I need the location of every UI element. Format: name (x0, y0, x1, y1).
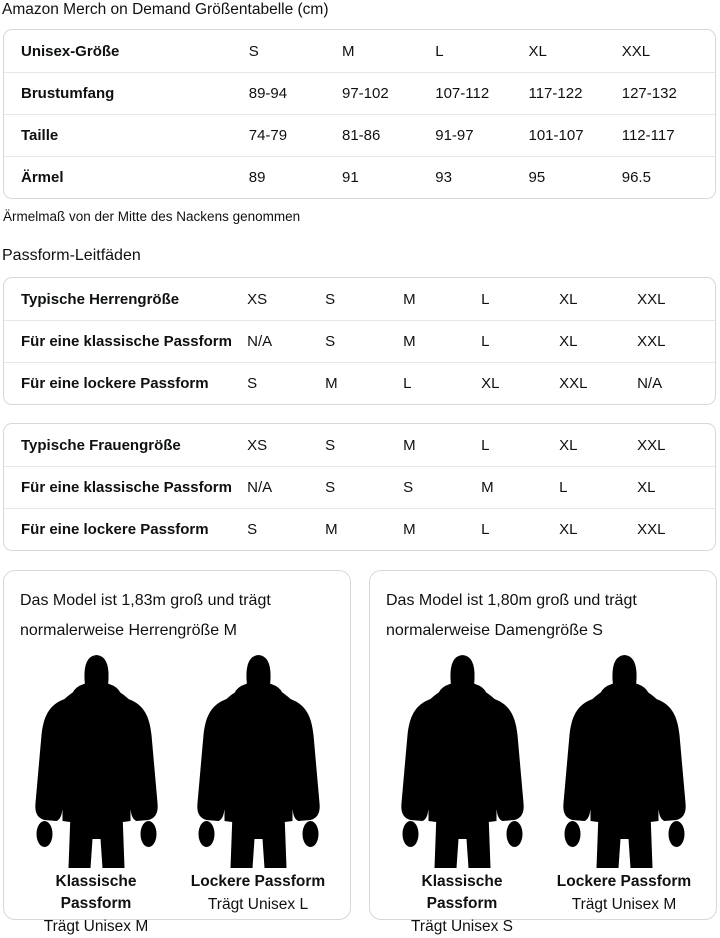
table-cell: S (325, 436, 336, 454)
table-cell: L (403, 375, 412, 392)
male-hoodie-loose-figure (182, 655, 335, 868)
table-cell: S (403, 479, 414, 496)
table-cell: L (481, 333, 490, 350)
model-photo-classic-fit (20, 655, 173, 938)
table-cell: 112-117 (621, 127, 675, 144)
row-label: Typische Herrengröße (21, 290, 180, 308)
row-label: Typische Frauengröße (21, 436, 181, 454)
table-cell: 93 (435, 169, 452, 186)
table-cell: 74-79 (248, 127, 288, 144)
table-cell: S (248, 42, 259, 60)
table-cell: 91-97 (435, 127, 474, 144)
table-cell: S (325, 479, 336, 496)
row-label: Für eine klassische Passform (21, 333, 232, 350)
fit-guides-heading: Passform-Leitfäden (2, 247, 141, 264)
womens-fit-table (3, 423, 716, 551)
row-label: Für eine klassische Passform (21, 479, 232, 496)
table-cell: XL (528, 42, 547, 60)
table-cell: XS (247, 290, 268, 308)
fit-label: Lockere Passform (190, 873, 326, 890)
table-cell: 127-132 (621, 85, 677, 102)
table-row (4, 424, 715, 466)
table-cell: XL (637, 479, 656, 496)
table-cell: XL (559, 436, 578, 454)
table-cell: 89 (248, 169, 266, 186)
table-cell: S (247, 521, 258, 538)
table-cell: 91 (341, 169, 359, 186)
table-cell: XL (559, 333, 578, 350)
table-header-row (4, 30, 715, 72)
table-cell: 89-94 (248, 85, 288, 102)
table-row (4, 72, 715, 114)
table-cell: M (481, 479, 494, 496)
row-label: Taille (21, 127, 59, 144)
table-row (4, 156, 715, 198)
table-cell: 95 (528, 169, 546, 186)
table-row (4, 278, 715, 320)
table-cell: S (325, 333, 336, 350)
table-cell: L (559, 479, 568, 496)
table-row (4, 508, 715, 550)
mens-fit-table (3, 277, 716, 405)
table-cell: XL (559, 521, 578, 538)
fit-label: Lockere Passform (556, 873, 692, 890)
female-hoodie-loose-figure (548, 655, 701, 868)
table-cell: L (481, 290, 490, 308)
model-photo-loose-fit (548, 655, 701, 938)
row-label: Für eine lockere Passform (21, 375, 209, 392)
photo-caption (182, 871, 335, 916)
table-cell: 101-107 (528, 127, 584, 144)
table-cell: L (481, 521, 490, 538)
model-card-women (369, 570, 717, 935)
row-label: Ärmel (21, 169, 64, 186)
table-cell: XXL (637, 290, 666, 308)
photo-caption (20, 871, 173, 938)
table-cell: 96.5 (621, 169, 651, 186)
table-cell: XS (247, 436, 268, 454)
row-label: Unisex-Größe (21, 42, 120, 60)
size-worn-label: Trägt Unisex M (43, 918, 149, 935)
table-cell: N/A (247, 479, 273, 496)
table-cell: S (325, 290, 336, 308)
table-cell: 81-86 (341, 127, 381, 144)
model-card-men (3, 570, 351, 935)
size-worn-label: Trägt Unisex M (571, 896, 677, 913)
table-cell: N/A (637, 375, 663, 392)
table-cell: XXL (621, 42, 651, 60)
table-cell: L (481, 436, 490, 454)
model-description: Das Model ist 1,80m groß und trägt normalerweise Damengröße S (386, 592, 637, 639)
table-row (4, 362, 715, 404)
table-cell: M (325, 375, 338, 392)
table-row (4, 466, 715, 508)
table-cell: XXL (637, 333, 666, 350)
table-cell: 117-122 (528, 85, 583, 102)
table-cell: XXL (637, 436, 666, 454)
table-cell: 107-112 (435, 85, 490, 102)
model-photo-classic-fit (386, 655, 539, 938)
female-hoodie-classic-figure (386, 655, 539, 868)
fit-label: Klassische Passform (55, 873, 137, 912)
table-cell: 97-102 (341, 85, 389, 102)
row-label: Für eine lockere Passform (21, 521, 209, 538)
table-cell: L (435, 42, 444, 60)
size-worn-label: Trägt Unisex L (207, 896, 309, 913)
photo-caption (386, 871, 539, 938)
table-cell: M (403, 333, 416, 350)
size-worn-label: Trägt Unisex S (411, 918, 513, 935)
model-photos (386, 655, 700, 938)
fit-label: Klassische Passform (421, 873, 503, 912)
sleeve-measure-note: Ärmelmaß von der Mitte des Nackens genommen (3, 209, 301, 224)
table-cell: XL (559, 290, 578, 308)
table-row (4, 320, 715, 362)
table-cell: XXL (637, 521, 666, 538)
table-cell: M (403, 521, 416, 538)
page-title: Amazon Merch on Demand Größentabelle (cm) (2, 1, 329, 18)
photo-caption (548, 871, 701, 916)
table-cell: XXL (559, 375, 588, 392)
model-photos (20, 655, 334, 938)
unisex-size-table (3, 29, 716, 199)
table-row (4, 114, 715, 156)
table-cell: M (403, 436, 416, 454)
model-description: Das Model ist 1,83m groß und trägt normalerweise Herrengröße M (20, 592, 271, 639)
row-label: Brustumfang (21, 85, 115, 102)
table-cell: M (325, 521, 338, 538)
table-cell: S (247, 375, 258, 392)
model-photo-loose-fit (182, 655, 335, 938)
table-cell: XL (481, 375, 500, 392)
male-hoodie-classic-figure (20, 655, 173, 868)
table-cell: M (341, 42, 355, 60)
table-cell: M (403, 290, 416, 308)
table-cell: N/A (247, 333, 273, 350)
